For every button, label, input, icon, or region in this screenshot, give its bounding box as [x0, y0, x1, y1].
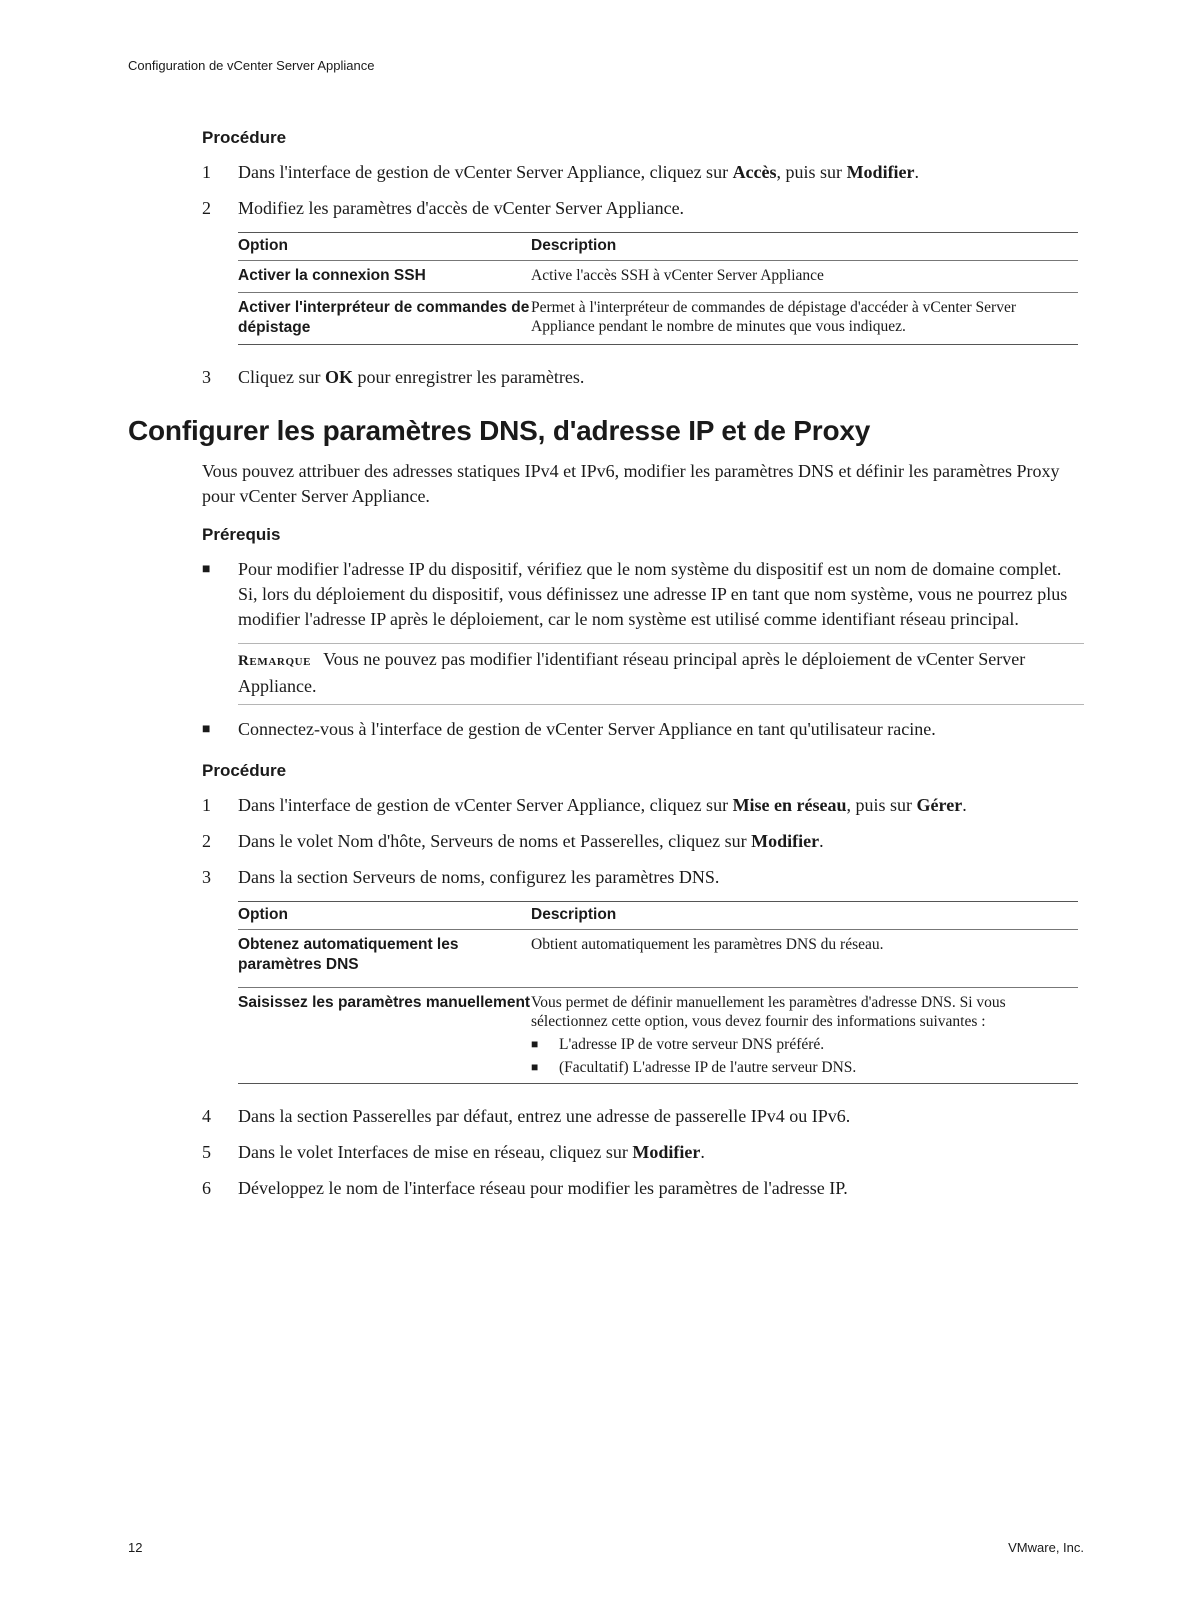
table-row: [238, 261, 1078, 293]
option-description-cell: [531, 988, 1078, 1084]
procedure-step: [202, 365, 1084, 390]
step-text: [238, 1140, 1084, 1165]
step-text-part: Dans le volet Nom d'hôte, Serveurs de noms et Passerelles, cliquez sur: [238, 831, 752, 851]
step-text: Dans la section Serveurs de noms, configurez les paramètres DNS.: [238, 867, 720, 887]
description-bullets: [531, 1035, 1078, 1077]
prerequisites-heading: Prérequis: [202, 525, 281, 544]
step-text-part: .: [700, 1142, 705, 1162]
dns-options-table: [238, 901, 1078, 1084]
step-text-part: Dans l'interface de gestion de vCenter Server Appliance, cliquez sur: [238, 795, 733, 815]
section-intro: Vous pouvez attribuer des adresses statiques IPv4 et IPv6, modifier les paramètres DNS et définir les paramètres Proxy pour vCenter Server Appliance.: [202, 461, 1060, 506]
section-title: Configurer les paramètres DNS, d'adresse IP et de Proxy: [128, 415, 871, 446]
step-text-part: .: [914, 162, 920, 182]
procedure-step: [202, 1140, 1084, 1165]
running-header: Configuration de vCenter Server Appliance: [128, 58, 375, 73]
option-name: Saisissez les paramètres manuellement: [238, 994, 531, 1011]
step-number: 2: [202, 831, 211, 851]
step-text-part: Dans le volet Interfaces de mise en réseau, cliquez sur: [238, 1142, 633, 1162]
step-text-part: .: [819, 831, 824, 851]
note-box: [238, 643, 1084, 705]
column-header-option: Option: [238, 233, 531, 261]
option-name: Activer l'interpréteur de commandes de dépistage: [238, 299, 530, 336]
option-description: Permet à l'interpréteur de commandes de dépistage d'accéder à vCenter Server Appliance pendant le nombre de minutes que vous indiquez.: [531, 299, 1017, 335]
step-text-part: .: [962, 795, 967, 815]
ui-term: OK: [325, 367, 354, 387]
step-text: [238, 365, 1084, 390]
ui-term: Modifier: [751, 831, 820, 851]
table-header-row: [238, 233, 1078, 261]
procedure-heading: Procédure: [202, 761, 287, 780]
option-description: Active l'accès SSH à vCenter Server Appliance: [531, 261, 1078, 293]
step-number: 3: [202, 867, 211, 887]
access-section: [202, 128, 1084, 390]
page-content: [128, 128, 1084, 1212]
list-item-text: L'adresse IP de votre serveur DNS préféré.: [559, 1036, 825, 1053]
step-text: [238, 160, 1084, 185]
step-text-part: , puis sur: [846, 795, 917, 815]
procedure-step: [202, 865, 1084, 890]
step-number: 3: [202, 367, 211, 387]
table-row: [238, 988, 1078, 1084]
step-number: 1: [202, 795, 211, 815]
ui-term: Modifier: [632, 1142, 701, 1162]
square-bullet-icon: ■: [202, 562, 211, 577]
step-text: Développez le nom de l'interface réseau pour modifier les paramètres de l'adresse IP.: [238, 1178, 848, 1198]
prerequisite-item: [202, 717, 1084, 742]
step-number: 5: [202, 1142, 211, 1162]
step-text-part: pour enregistrer les paramètres.: [353, 367, 585, 387]
column-header-option: Option: [238, 902, 531, 930]
procedure-step: [202, 793, 1084, 818]
table-header-row: [238, 902, 1078, 930]
prerequisite-item: [202, 557, 1084, 632]
dns-section: [202, 459, 1084, 1201]
option-name: Obtenez automatiquement les paramètres DNS: [238, 930, 531, 988]
option-description: Vous permet de définir manuellement les paramètres d'adresse DNS. Si vous sélectionnez cette option, vous devez fournir des informations suivantes :: [531, 994, 1006, 1030]
square-bullet-icon: ■: [531, 1060, 539, 1074]
access-options-table: [238, 232, 1078, 345]
step-text-part: Dans l'interface de gestion de vCenter Server Appliance, cliquez sur: [238, 162, 733, 182]
square-bullet-icon: ■: [531, 1037, 539, 1051]
table-row: [238, 293, 1078, 345]
procedure-step: [202, 1104, 1084, 1129]
prerequisite-text: Pour modifier l'adresse IP du dispositif, vérifiez que le nom système du dispositif est un nom de domaine complet. Si, lors du déploiement du dispositif, vous définissez une adresse IP en tant que nom système, vous ne pourrez plus modifier l'adresse IP après le déploiement, car le nom système est utilisé comme identifiant réseau principal.: [238, 559, 1068, 629]
list-item-text: (Facultatif) L'adresse IP de l'autre serveur DNS.: [559, 1059, 857, 1076]
option-name: Activer la connexion SSH: [238, 261, 531, 293]
ui-term: Gérer: [916, 795, 963, 815]
step-text: Modifiez les paramètres d'accès de vCenter Server Appliance.: [238, 198, 685, 218]
step-number: 1: [202, 162, 211, 182]
column-header-description: Description: [531, 902, 1078, 930]
step-number: 6: [202, 1178, 211, 1198]
step-text-part: , puis sur: [776, 162, 847, 182]
ui-term: Accès: [732, 162, 777, 182]
square-bullet-icon: ■: [202, 722, 211, 737]
ui-term: Modifier: [846, 162, 915, 182]
step-number: 2: [202, 198, 211, 218]
prerequisite-text: Connectez-vous à l'interface de gestion de vCenter Server Appliance en tant qu'utilisateur racine.: [238, 719, 936, 739]
step-text: [238, 829, 1084, 854]
list-item: [531, 1058, 1078, 1077]
step-number: 4: [202, 1106, 211, 1126]
option-description: Obtient automatiquement les paramètres DNS du réseau.: [531, 930, 1078, 988]
ui-term: Mise en réseau: [732, 795, 847, 815]
list-item: [531, 1035, 1078, 1054]
footer-company: VMware, Inc.: [1008, 1540, 1084, 1555]
step-text: [238, 793, 1084, 818]
procedure-step: [202, 160, 1084, 185]
step-text-part: Cliquez sur: [238, 367, 325, 387]
note-text: Vous ne pouvez pas modifier l'identifiant réseau principal après le déploiement de vCenter Server Appliance.: [238, 649, 1026, 696]
procedure-step: [202, 196, 1084, 221]
procedure-step: [202, 1176, 1084, 1201]
procedure-step: [202, 829, 1084, 854]
table-row: [238, 930, 1078, 988]
page-number: 12: [128, 1540, 143, 1555]
procedure-heading: Procédure: [202, 128, 287, 147]
column-header-description: Description: [531, 233, 1078, 261]
step-text: Dans la section Passerelles par défaut, entrez une adresse de passerelle IPv4 ou IPv6.: [238, 1106, 851, 1126]
note-label: Remarque: [238, 653, 312, 669]
